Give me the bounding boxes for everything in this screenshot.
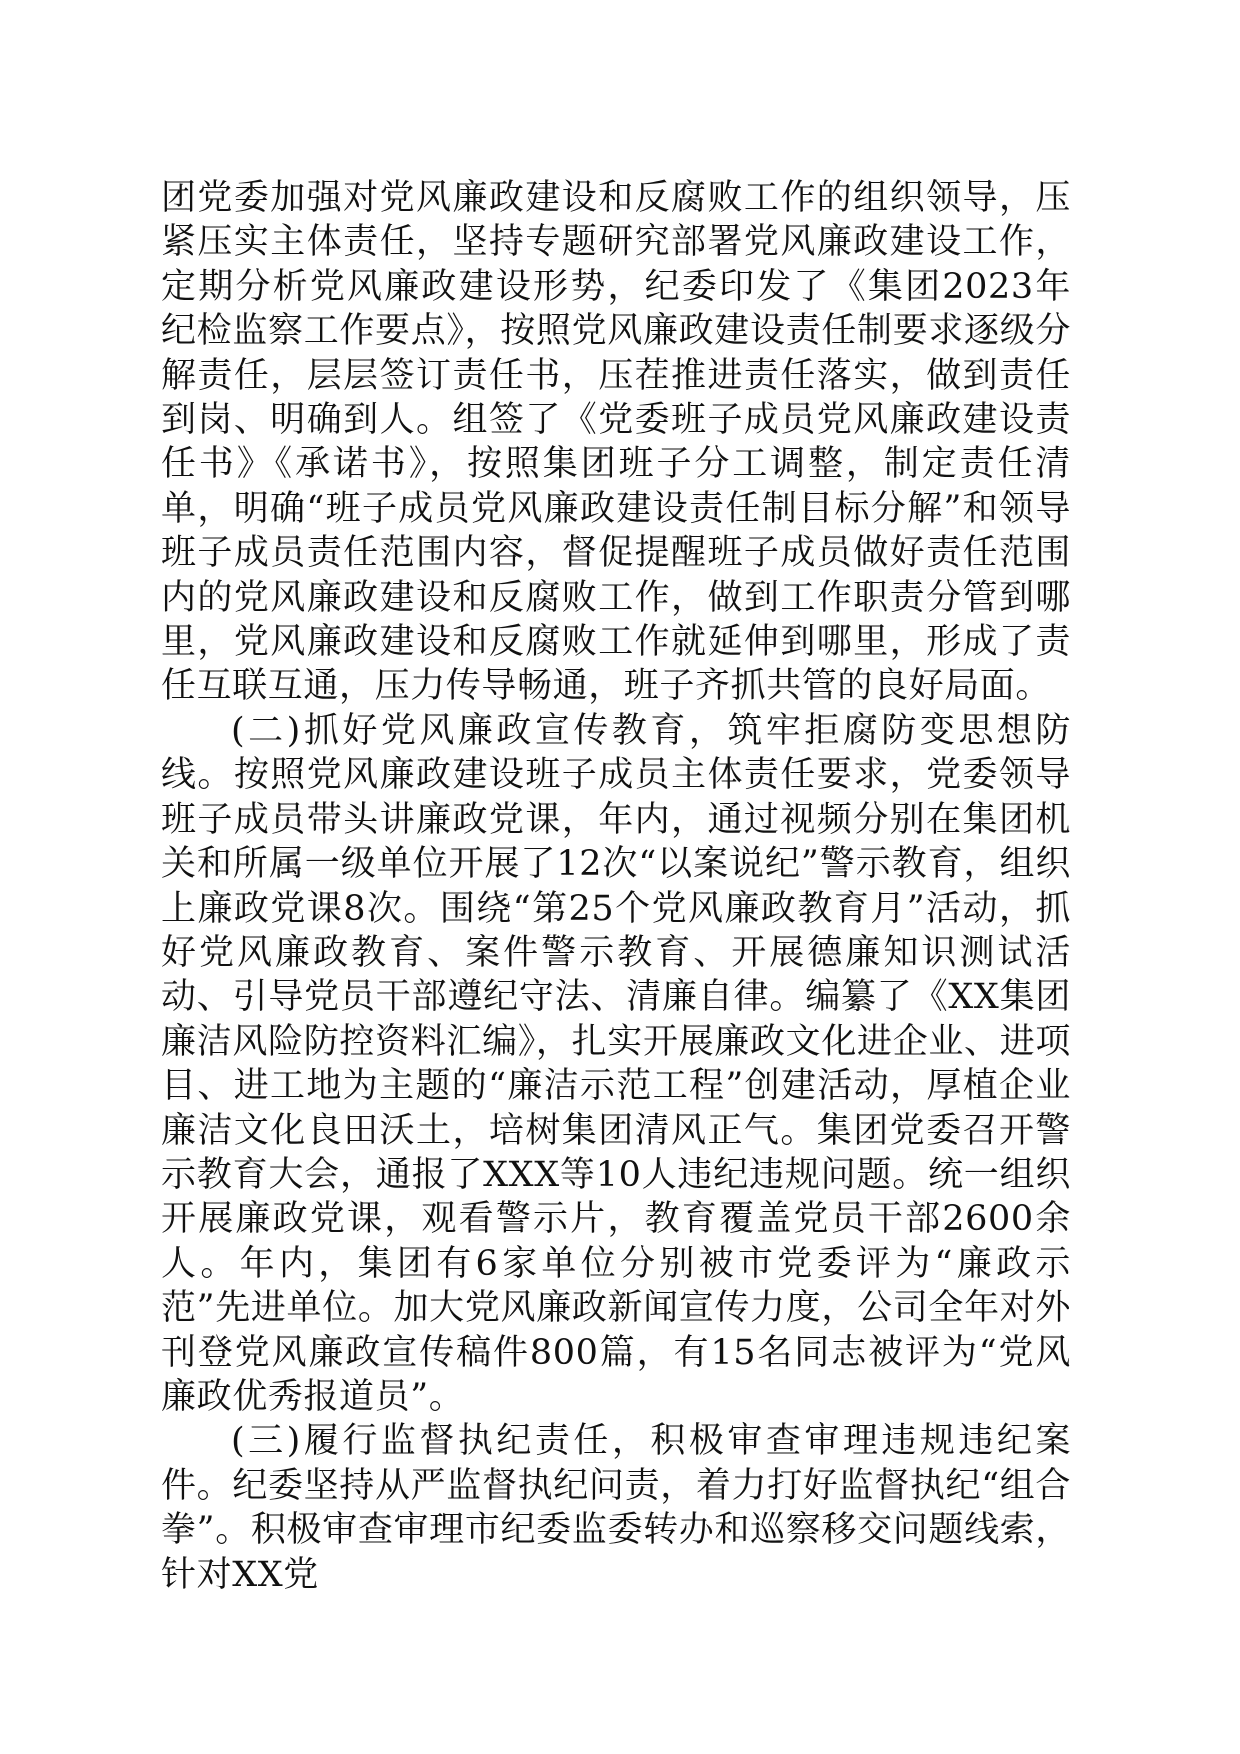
paragraph-2 bbox=[161, 709, 1071, 1420]
paragraph-1 bbox=[161, 176, 1071, 709]
section-2-heading: (二)抓好党风廉政宣传教育，筑牢拒腐防变思想防线。 bbox=[161, 710, 1071, 796]
paragraph-3 bbox=[161, 1419, 1071, 1597]
paragraph-2-text: 按照党风廉政建设班子成员主体责任要求，党委领导班子成员带头讲廉政党课，年内，通过视频分别在集团机关和所属一级单位开展了12次“以案说纪”警示教育，组织上廉政党课8次。围绕“第25个党风廉政教育月”活动，抓好党风廉政教育、案件警示教育、开展德廉知识测试活动、引导党员干部遵纪守法、清廉自律。编纂了《XX集团廉洁风险防控资料汇编》，扎实开展廉政文化进企业、进项目、进工地为主题的“廉洁示范工程”创建活动，厚植企业廉洁文化良田沃土，培树集团清风正气。集团党委召开警示教育大会，通报了XXX等10人违纪违规问题。统一组织开展廉政党课，观看警示片，教育覆盖党员干部2600余人。年内，集团有6家单位分别被市党委评为“廉政示范”先进单位。加大党风廉政新闻宣传力度，公司全年对外刊登党风廉政宣传稿件800篇，有15名同志被评为“党风廉政优秀报道员”。 bbox=[161, 755, 1071, 1417]
document-body bbox=[161, 176, 1071, 1597]
section-3-heading: (三)履行监督执纪责任，积极审查审理违规违纪案件。 bbox=[161, 1421, 1071, 1506]
paragraph-1-text: 团党委加强对党风廉政建设和反腐败工作的组织领导，压紧压实主体责任，坚持专题研究部署党风廉政建设工作，定期分析党风廉政建设形势，纪委印发了《集团2023年纪检监察工作要点》，按照党风廉政建设责任制要求逐级分解责任，层层签订责任书，压茬推进责任落实，做到责任到岗、明确到人。组签了《党委班子成员党风廉政建设责任书》《承诺书》，按照集团班子分工调整，制定责任清单，明确“班子成员党风廉政建设责任制目标分解”和领导班子成员责任范围内容，督促提醒班子成员做好责任范围内的党风廉政建设和反腐败工作，做到工作职责分管到哪里，党风廉政建设和反腐败工作就延伸到哪里，形成了责任互联互通，压力传导畅通，班子齐抓共管的良好局面。 bbox=[161, 178, 1071, 707]
paragraph-3-text: 纪委坚持从严监督执纪问责，着力打好监督执纪“组合拳”。积极审查审理市纪委监委转办和巡察移交问题线索，针对XX党 bbox=[161, 1465, 1072, 1595]
